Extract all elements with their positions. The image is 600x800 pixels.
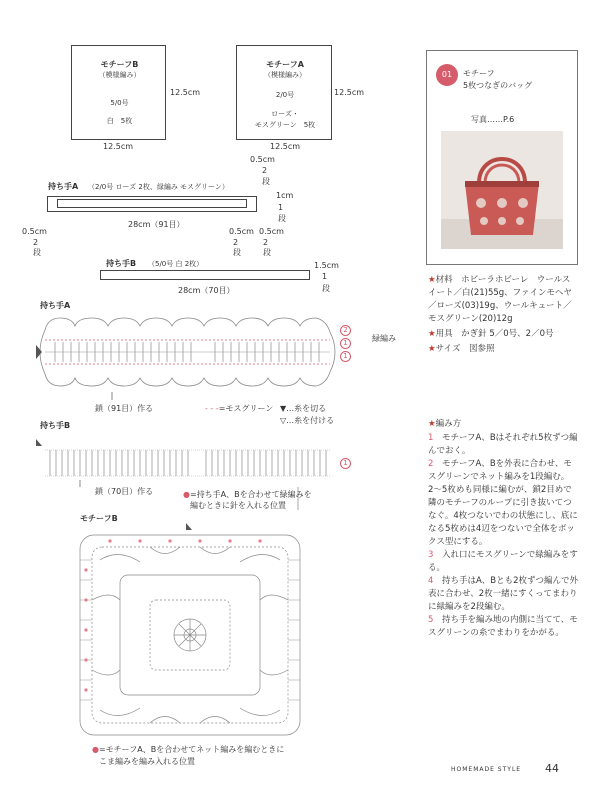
handle-b-length: 28cm（70目） [178, 286, 235, 295]
chart-a-title: 持ち手A [40, 301, 71, 310]
handle-a-plan-title: 持ち手A [48, 182, 79, 191]
motif-b-note-1: =モチーフA、Bを合わせてネット編みを編むときに [98, 745, 285, 754]
handle-a-plan-detail: （2/0号 ローズ 2枚、緑編み モスグリーン） [88, 183, 229, 191]
chart-a-stitches [40, 318, 335, 386]
chart-a-columns [55, 342, 319, 362]
handle-b-plan-rect [100, 270, 310, 280]
chart-b-columns [50, 450, 326, 476]
step-text: モチーフA、Bを外表に合わせ、モスグリーンでネット編みを1段編む。2〜5枚めも同様に編むが、鎖2目めで隣のモチーフのループに引き抜いてつなぐ。4枚つないでわの状態にし、底になる5枚めは4辺をつないで全体をボックス型にする。 [428, 459, 578, 547]
tools-text: かぎ針 5／0号、2／0号 [461, 329, 554, 339]
step-number: 3 [428, 550, 434, 560]
row-marker-1-top: 1 [340, 338, 351, 349]
motif-b-box-title: モチーフB [100, 60, 139, 69]
motif-a-box-color-1: ローズ・ [271, 110, 299, 118]
handle-a-dan-1-label: 段 [278, 214, 286, 223]
chart-a-legend-green: =モスグリーン [218, 404, 274, 413]
motif-a-box-needle: 2/0号 [275, 91, 295, 99]
handle-a-dan-1: 1 [278, 203, 284, 212]
legend-dashed-icon: - - - [205, 404, 219, 413]
motif-a-height: 12.5cm [334, 88, 365, 97]
size-heading: サイズ [435, 344, 461, 354]
chart-b-note-2: 編むときに針を入れる位置 [190, 501, 286, 510]
step-number: 1 [428, 433, 434, 443]
cut-arrow-icon: ▼ [280, 404, 287, 413]
handle-a-dim-05-right: 0.5cm [259, 227, 284, 236]
chart-b-row-marker: 1 [340, 458, 351, 469]
motif-b-chart-ticks [80, 560, 300, 700]
star-icon: ★ [428, 419, 436, 429]
step-number: 5 [428, 615, 434, 625]
handle-a-dim-1cm: 1cm [276, 191, 294, 200]
motif-b-note-2: こま編みを編み入れる位置 [99, 757, 195, 766]
motif-b-start-arrow [186, 523, 192, 530]
motif-a-box-color-2: モスグリーン 5枚 [254, 121, 316, 129]
motif-a-width: 12.5cm [270, 142, 301, 151]
step-text: 持ち手はA、Bとも2枚ずつ編んで外表に合わせ、2枚一緒にすくってまわりに緑編みを2段編む。 [428, 576, 578, 612]
info-card-title-1: モチーフ [463, 69, 495, 78]
info-card-title-2: 5枚つなぎのバッグ [463, 81, 533, 90]
chart-a-legend-cut: …糸を切る [286, 404, 327, 413]
yarn-ball-icon [436, 64, 458, 86]
handle-a-dan-2-right: 2 [263, 238, 269, 247]
handle-a-dan-2-top: 2 [262, 166, 268, 175]
handle-a-dan-2-left: 2 [33, 238, 39, 247]
chart-a-edge-label: 緑編み [372, 334, 396, 343]
info-card-photo-ref: 写真……P.6 [471, 115, 515, 124]
size-text: 図参照 [468, 344, 495, 354]
motif-a-box-subtitle: （模様編み） [264, 71, 306, 79]
chart-b-chain-label: 鎖（70目）作る [95, 487, 154, 496]
handle-b-plan-title: 持ち手B [106, 259, 137, 268]
handle-a-inner-rect [57, 199, 247, 208]
step-text: モチーフA、Bはそれぞれ5枚ずつ編んでおく。 [428, 433, 578, 456]
handle-a-dan-2-mid-label: 段 [233, 248, 241, 257]
motif-b-box-needle: 5/0号 [110, 99, 129, 107]
star-icon: ★ [428, 329, 436, 339]
motif-b-chart-title: モチーフB [80, 514, 118, 523]
handle-b-dan-1-label: 段 [322, 284, 330, 293]
materials-block [428, 274, 578, 356]
tools-heading: 用具 [435, 329, 453, 339]
handle-a-dan-2-right-label: 段 [263, 248, 271, 257]
step-text: 持ち手を編み地の内側に当てて、モスグリーンの糸でまわりをかがる。 [428, 615, 578, 638]
materials-heading: 材料 [435, 275, 453, 285]
bag-illustration [441, 131, 563, 249]
star-icon: ★ [428, 344, 436, 354]
handle-b-dim-15: 1.5cm [314, 261, 339, 270]
handle-b-plan-detail: （5/0号 白 2枚） [148, 260, 204, 268]
page-number: 44 [545, 762, 559, 775]
chart-a-start-arrow [36, 345, 42, 359]
join-dot-icon: ● [92, 745, 99, 754]
instructions-heading: 編み方 [435, 419, 462, 429]
handle-a-dan-2-mid: 2 [233, 238, 239, 247]
step-number: 4 [428, 576, 434, 586]
info-card-label: 01 [441, 70, 453, 79]
handle-a-dan-label-top: 段 [262, 177, 270, 186]
bag-photo [441, 131, 563, 249]
chart-a-chain-label: 鎖（91目）作る [95, 404, 154, 413]
chart-b-title: 持ち手B [40, 421, 71, 430]
motif-b-box [71, 45, 166, 140]
handle-a-dan-2-left-label: 段 [33, 248, 41, 257]
handle-a-length: 28cm（91目） [128, 220, 185, 229]
motif-b-box-subtitle: （模様編み） [98, 71, 141, 79]
chart-b-note-1: =持ち手A、Bを合わせて緑編みを [189, 490, 312, 499]
motif-a-box [236, 45, 332, 140]
motif-b-join-dots [84, 539, 261, 691]
row-marker-1-bottom: 1 [340, 351, 351, 362]
chart-a-legend-attach: …糸を付ける [286, 416, 335, 425]
instructions-block [428, 418, 578, 640]
attach-arrow-icon: ▽ [280, 416, 287, 425]
join-dot-icon: ● [183, 490, 190, 499]
motif-b-height: 12.5cm [170, 88, 201, 97]
motif-b-width: 12.5cm [103, 142, 134, 151]
handle-a-dim-05-left: 0.5cm [22, 227, 47, 236]
step-text: 入れ口にモスグリーンで緑編みをする。 [428, 550, 578, 573]
handle-b-dan-1: 1 [322, 272, 328, 281]
motif-b-box-color: 白 5枚 [106, 117, 133, 125]
step-number: 2 [428, 459, 434, 469]
materials-text: ホビーラホビーレ ウールスイート／白(21)55g、ファインモヘヤ／ローズ(03)19g、ウールキュート／モスグリーン(20)12g [428, 275, 572, 324]
star-icon: ★ [428, 275, 436, 285]
footer-brand: HOMEMADE STYLE [451, 766, 522, 773]
row-marker-2: 2 [340, 325, 351, 336]
chart-b-start-arrow [36, 439, 42, 446]
motif-b-chart-drawing [80, 535, 300, 735]
motif-a-box-title: モチーフA [266, 60, 304, 69]
handle-a-dim-05-top: 0.5cm [250, 155, 275, 164]
handle-a-dim-05-mid: 0.5cm [229, 227, 254, 236]
